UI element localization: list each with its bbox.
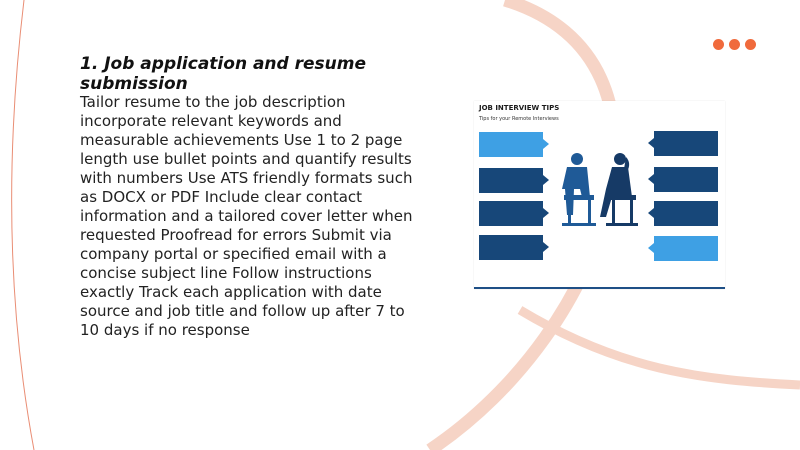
infographic-title: JOB INTERVIEW TIPS xyxy=(479,104,560,112)
tip-callout xyxy=(479,132,543,157)
tip-callout xyxy=(479,168,543,193)
dot xyxy=(713,39,724,50)
slide-body-text: Tailor resume to the job description incorporate relevant keywords and measurable achievements Use 1 to 2 page length use bullet points and quantify results with numbers Use ATS friendly formats such as DOCX or PDF Include clear contact information and a tailored cover letter when requested Proofread for errors Submit via company portal or specified email with a concise subject line Follow instructions exactly Track each application with date source and job title and follow up after 7 to 10 days if no response xyxy=(80,93,413,339)
dot xyxy=(729,39,740,50)
interview-figures-illustration xyxy=(552,151,648,237)
job-interview-tips-image xyxy=(474,101,725,289)
tip-callout xyxy=(479,235,543,260)
tip-callout xyxy=(479,201,543,226)
three-dots-menu-icon[interactable] xyxy=(713,39,756,50)
infographic-subtitle: Tips for your Remote Interviews xyxy=(479,116,559,122)
dot xyxy=(745,39,756,50)
tip-callout xyxy=(654,201,718,226)
slide-heading: 1. Job application and resume submission xyxy=(80,54,367,94)
tip-callout xyxy=(654,131,718,156)
tip-callout xyxy=(654,236,718,261)
left-thin-arc xyxy=(12,0,34,450)
tip-callout xyxy=(654,167,718,192)
